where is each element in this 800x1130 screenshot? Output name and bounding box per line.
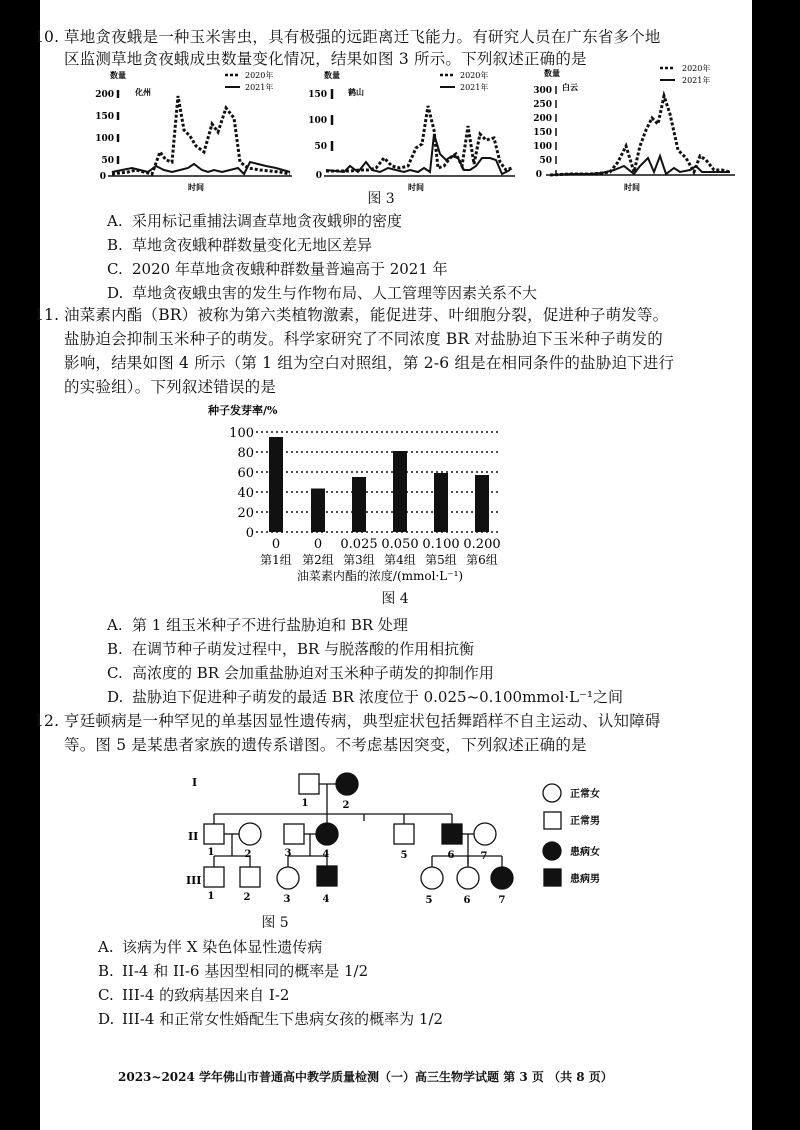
generation-label-ii: II xyxy=(188,830,199,843)
q11-option-b-text: 在调节种子萌发过程中，BR 与脱落酸的作用相抗衡 xyxy=(132,640,475,658)
y-axis-label: 数量 xyxy=(110,70,126,80)
bar-group-2 xyxy=(311,489,325,533)
question-11-number: 11. xyxy=(34,306,60,324)
svg-text:第2组: 第2组 xyxy=(302,553,334,567)
exam-page xyxy=(34,0,752,1130)
individual-ii-2 xyxy=(239,823,261,845)
q10-option-b-text: 草地贪夜蛾种群数量变化无地区差异 xyxy=(132,236,373,254)
svg-text:100: 100 xyxy=(533,142,552,152)
q12-option-b-label: B. xyxy=(98,962,114,980)
figure-4-caption: 图 4 xyxy=(381,591,409,607)
svg-text:6: 6 xyxy=(447,850,455,861)
individual-iii-7 xyxy=(491,867,513,889)
y-axis-label: 数量 xyxy=(544,68,560,78)
legend-normal-female-label: 正常女 xyxy=(570,789,600,800)
x-axis-label: 油菜素内酯的浓度/(mmol·L⁻¹) xyxy=(296,569,464,583)
svg-text:150: 150 xyxy=(533,128,552,138)
individual-i-1 xyxy=(299,774,319,794)
q10-option-b-label: B. xyxy=(107,236,123,254)
individual-ii-5 xyxy=(394,824,414,844)
legend-affected-male-label: 患病男 xyxy=(570,874,600,885)
svg-text:50: 50 xyxy=(314,142,327,152)
q11-option-c-text: 高浓度的 BR 会加重盐胁迫对玉米种子萌发的抑制作用 xyxy=(132,664,494,682)
individual-iii-5 xyxy=(421,867,443,889)
legend-normal-male-label: 正常男 xyxy=(570,816,600,827)
legend-2020: 2020年 xyxy=(460,71,489,80)
svg-text:0: 0 xyxy=(313,537,323,552)
svg-text:0.100: 0.100 xyxy=(422,537,460,552)
pedigree-chart xyxy=(180,760,660,910)
question-10-stem-line-1: 草地贪夜蛾是一种玉米害虫，具有极强的远距离迁飞能力。有研究人员在广东省多个地 xyxy=(64,28,661,46)
svg-text:250: 250 xyxy=(533,100,552,110)
individual-iii-4 xyxy=(317,866,337,886)
figure-5-caption: 图 5 xyxy=(261,915,289,931)
q10-option-d-text: 草地贪夜蛾虫害的发生与作物布局、人工管理等因素关系不大 xyxy=(132,284,538,302)
q10-option-c-text: 2020 年草地贪夜蛾种群数量普遍高于 2021 年 xyxy=(132,260,448,278)
bar-group-4 xyxy=(393,451,407,532)
individual-iii-2 xyxy=(240,867,260,887)
svg-text:3: 3 xyxy=(284,848,292,859)
svg-text:60: 60 xyxy=(237,466,254,481)
legend-2021: 2021年 xyxy=(245,83,274,92)
question-11-stem-line-1: 油菜素内酯（BR）被称为第六类植物激素，能促进芽、叶细胞分裂，促进种子萌发等。 xyxy=(64,306,669,324)
svg-text:第5组: 第5组 xyxy=(425,553,457,567)
x-axis-label: 时间 xyxy=(624,182,640,192)
x-axis-label: 时间 xyxy=(408,182,424,192)
svg-text:第3组: 第3组 xyxy=(343,553,375,567)
svg-text:3: 3 xyxy=(283,894,291,905)
q12-option-c-label: C. xyxy=(98,986,114,1004)
svg-text:第4组: 第4组 xyxy=(384,553,416,567)
svg-text:150: 150 xyxy=(308,90,327,100)
q10-option-c-label: C. xyxy=(107,260,123,278)
q12-option-c-text: III-4 的致病基因来自 I-2 xyxy=(122,986,290,1004)
individual-ii-7 xyxy=(474,823,496,845)
pedigree-legend xyxy=(543,784,561,886)
svg-text:2: 2 xyxy=(244,849,252,860)
svg-text:4: 4 xyxy=(322,894,330,905)
svg-text:2: 2 xyxy=(342,800,350,811)
q10-option-a-text: 采用标记重捕法调查草地贪夜蛾卵的密度 xyxy=(132,212,403,230)
legend-affected-female-icon xyxy=(543,842,561,860)
svg-text:4: 4 xyxy=(322,849,330,860)
legend-2021: 2021年 xyxy=(682,76,711,85)
q12-option-a-text: 该病为伴 X 染色体显性遗传病 xyxy=(122,938,323,956)
question-10-number: 10. xyxy=(34,28,60,46)
svg-text:50: 50 xyxy=(539,156,552,166)
svg-text:80: 80 xyxy=(237,446,254,461)
chart-region-label: 化州 xyxy=(135,87,151,97)
y-axis-label: 种子发芽率/% xyxy=(208,404,278,417)
chart-baiyun xyxy=(530,62,750,192)
page-footer: 2023~2024 学年佛山市普通高中教学质量检测（一）高三生物学试题 第 3 页 （共 8 页） xyxy=(118,1070,613,1084)
individual-iii-6 xyxy=(457,867,479,889)
legend-affected-male-icon xyxy=(544,869,561,886)
svg-text:100: 100 xyxy=(308,116,327,126)
svg-text:0: 0 xyxy=(535,170,542,180)
individual-ii-1 xyxy=(204,824,224,844)
svg-text:1: 1 xyxy=(207,847,215,858)
bar-group-5 xyxy=(434,473,448,532)
q11-option-a-text: 第 1 组玉米种子不进行盐胁迫和 BR 处理 xyxy=(132,616,408,634)
question-12-number: 12. xyxy=(34,712,60,730)
svg-text:0.200: 0.200 xyxy=(463,537,501,552)
svg-text:0: 0 xyxy=(315,171,322,181)
svg-text:5: 5 xyxy=(425,895,433,906)
q12-option-d-label: D. xyxy=(98,1010,115,1028)
figure-3-caption: 图 3 xyxy=(367,191,395,207)
question-11-stem-line-4: 的实验组）。下列叙述错误的是 xyxy=(64,378,277,396)
generation-label-iii: III xyxy=(186,874,202,887)
q11-option-a-label: A. xyxy=(107,616,123,634)
svg-text:0: 0 xyxy=(245,526,254,541)
svg-text:7: 7 xyxy=(480,851,488,862)
chart-heshan xyxy=(308,66,530,192)
bar-group-3 xyxy=(352,477,366,532)
chart-region-label: 鹤山 xyxy=(348,87,364,97)
svg-text:1: 1 xyxy=(301,798,309,809)
svg-text:0.025: 0.025 xyxy=(340,537,378,552)
svg-text:7: 7 xyxy=(498,895,506,906)
q11-option-c-label: C. xyxy=(107,664,123,682)
question-12-stem-line-2: 等。图 5 是某患者家族的遗传系谱图。不考虑基因突变，下列叙述正确的是 xyxy=(64,736,587,754)
svg-text:5: 5 xyxy=(400,850,408,861)
q12-option-a-label: A. xyxy=(98,938,114,956)
individual-iii-1 xyxy=(204,867,224,887)
svg-text:0: 0 xyxy=(99,172,106,182)
legend-2020: 2020年 xyxy=(245,71,274,80)
legend-normal-male-icon xyxy=(544,812,561,829)
svg-text:100: 100 xyxy=(229,426,254,441)
q10-option-a-label: A. xyxy=(107,212,123,230)
legend-affected-female-label: 患病女 xyxy=(570,847,600,858)
question-10-stem-line-2: 区监测草地贪夜蛾成虫数量变化情况，结果如图 3 所示。下列叙述正确的是 xyxy=(64,50,587,68)
q12-option-d-text: III-4 和正常女性婚配生下患病女孩的概率为 1/2 xyxy=(122,1010,444,1028)
svg-text:2: 2 xyxy=(243,892,251,903)
individual-ii-6 xyxy=(442,824,462,844)
q11-option-d-text: 盐胁迫下促进种子萌发的最适 BR 浓度位于 0.025~0.100mmol·L⁻¹之间 xyxy=(132,688,624,706)
legend-2021: 2021年 xyxy=(460,83,489,92)
svg-text:200: 200 xyxy=(95,90,114,100)
chart-huazhou xyxy=(90,66,310,192)
individual-ii-3 xyxy=(284,824,304,844)
svg-text:6: 6 xyxy=(463,895,471,906)
bar-chart-germination xyxy=(200,398,510,588)
bar-group-6 xyxy=(475,475,489,532)
question-12-stem-line-1: 亨廷顿病是一种罕见的单基因显性遗传病，典型症状包括舞蹈样不自主运动、认知障碍 xyxy=(64,712,661,730)
individual-ii-4 xyxy=(316,823,338,845)
legend-2020: 2020年 xyxy=(682,64,711,73)
x-axis-label: 时间 xyxy=(188,182,204,192)
chart-region-label: 白云 xyxy=(562,82,578,92)
q10-option-d-label: D. xyxy=(107,284,124,302)
svg-text:20: 20 xyxy=(237,506,254,521)
legend-normal-female-icon xyxy=(543,784,561,802)
svg-text:0: 0 xyxy=(271,537,281,552)
q12-option-b-text: II-4 和 II-6 基因型相同的概率是 1/2 xyxy=(122,962,369,980)
bar-group-1 xyxy=(269,437,283,532)
q11-option-d-label: D. xyxy=(107,688,124,706)
svg-text:第6组: 第6组 xyxy=(466,553,498,567)
q11-option-b-label: B. xyxy=(107,640,123,658)
individual-iii-3 xyxy=(277,867,299,889)
svg-text:0.050: 0.050 xyxy=(381,537,419,552)
svg-text:40: 40 xyxy=(237,486,254,501)
individual-i-2 xyxy=(336,773,358,795)
svg-text:1: 1 xyxy=(207,891,215,902)
svg-text:150: 150 xyxy=(95,112,114,122)
svg-text:300: 300 xyxy=(533,86,552,96)
svg-text:第1组: 第1组 xyxy=(260,553,292,567)
svg-text:100: 100 xyxy=(95,134,114,144)
question-11-stem-line-2: 盐胁迫会抑制玉米种子的萌发。科学家研究了不同浓度 BR 对盐胁迫下玉米种子萌发的 xyxy=(64,330,663,348)
y-axis-label: 数量 xyxy=(324,70,340,80)
generation-label-i: I xyxy=(192,776,198,789)
question-11-stem-line-3: 影响，结果如图 4 所示（第 1 组为空白对照组，第 2-6 组是在相同条件的盐胁迫下进行 xyxy=(64,354,675,372)
svg-text:50: 50 xyxy=(101,156,114,166)
svg-text:200: 200 xyxy=(533,114,552,124)
